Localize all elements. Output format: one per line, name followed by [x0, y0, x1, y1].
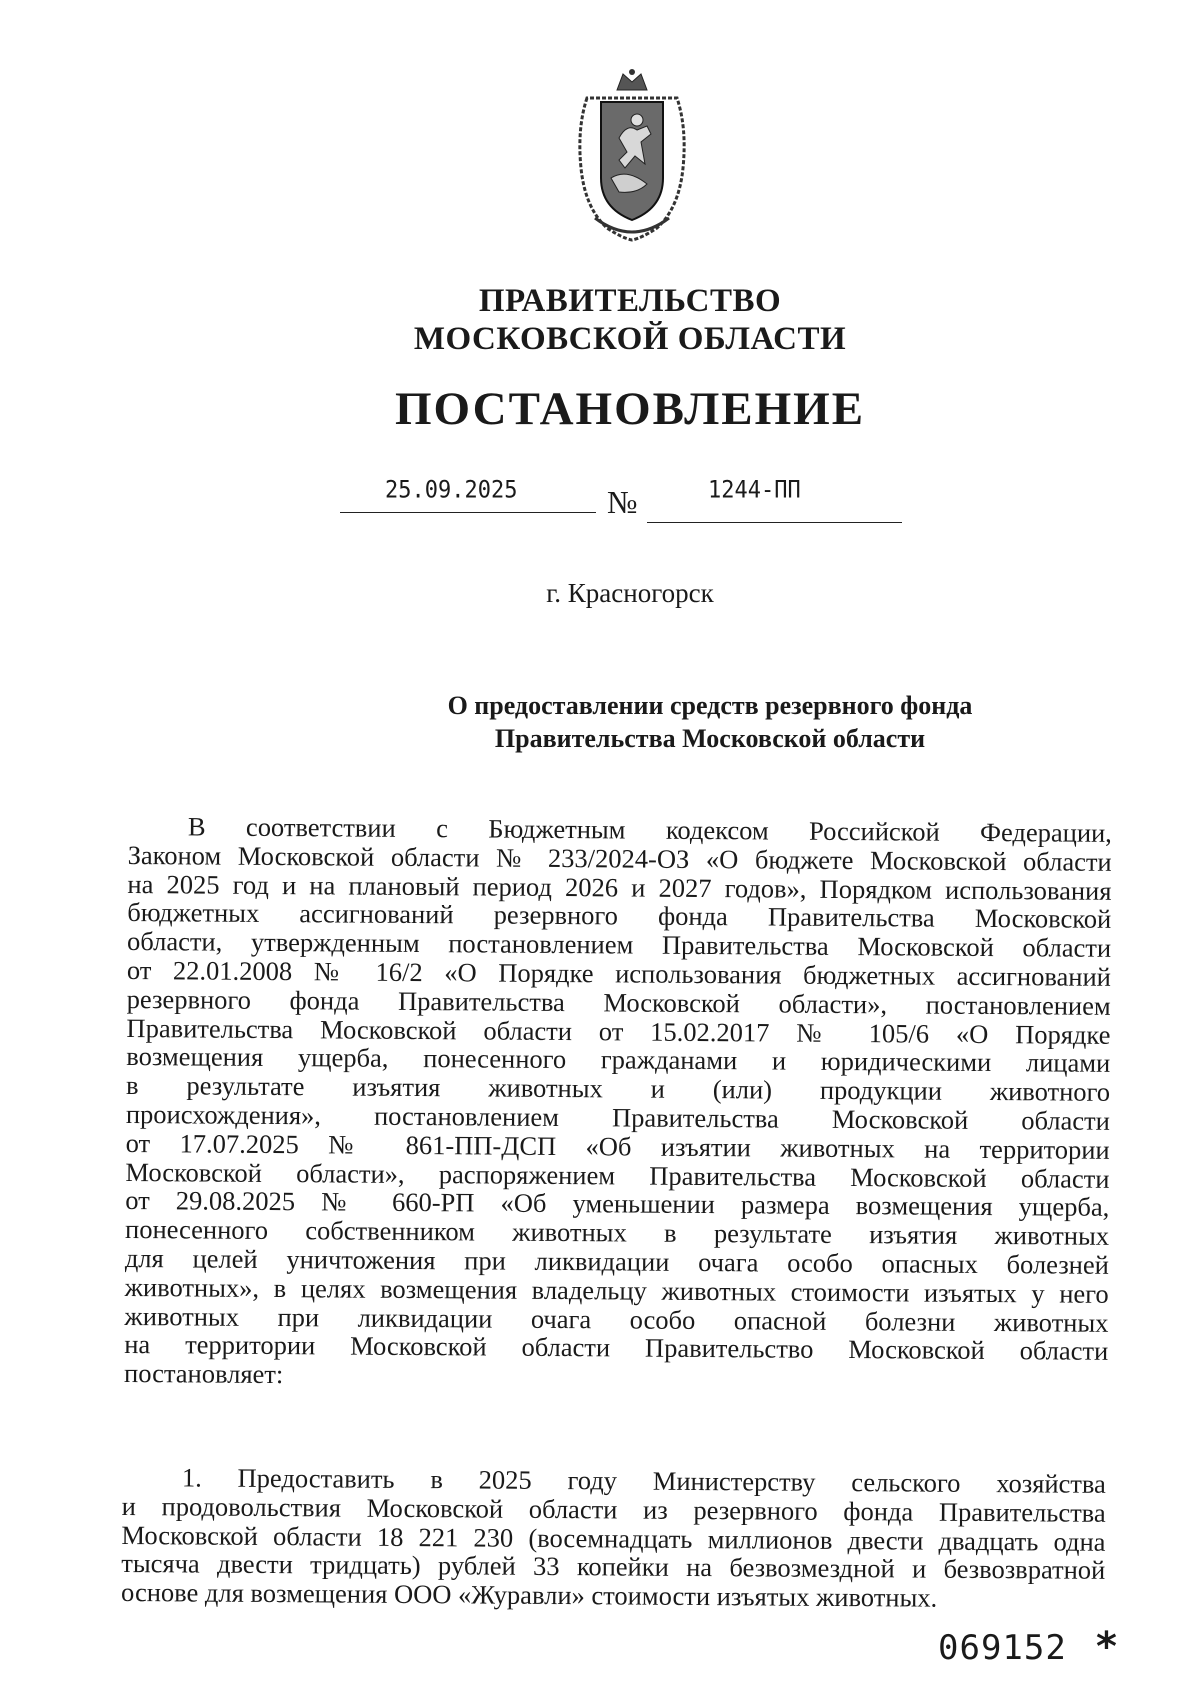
asterisk-mark: *: [1096, 1624, 1117, 1670]
body-line: В соответствии с Бюджетным кодексом Российской Федерации,: [187, 811, 1112, 848]
body-line: основе для возмещения ООО «Журавли» стоимости изъятых животных.: [120, 1577, 938, 1613]
body-line: области, утвержденным постановлением Правительства Московской области: [126, 926, 1112, 964]
body-line: постановляет:: [123, 1358, 284, 1390]
body-line: Московской области», распоряжением Правительства Московской области: [125, 1156, 1110, 1194]
body-line: 1. Предоставить в 2025 году Министерству сельского хозяйства: [181, 1462, 1106, 1499]
body-line: тысяча двести тридцать) рублей 33 копейки на безвозмездной и безвозвратной: [121, 1548, 1106, 1586]
body-line: на территории Московской области Правительство Московской области: [124, 1329, 1109, 1367]
document-subject: [0, 689, 1200, 755]
number-underline: [647, 522, 902, 523]
subject-line: О предоставлении средств резервного фонда: [447, 691, 973, 720]
body-line: от 17.07.2025 № 861-ПП-ДСП «Об изъятии животных на территории: [125, 1127, 1110, 1165]
preamble-paragraph: [124, 812, 1112, 1395]
body-line: понесенного собственником животных в результате изъятия животных: [124, 1214, 1110, 1252]
number-sign: №: [607, 484, 638, 520]
body-line: резервного фонда Правительства Московской области», постановлением: [126, 983, 1111, 1021]
body-line: от 22.01.2008 № 16/2 «О Порядке использования бюджетных ассигнований: [126, 954, 1111, 992]
coat-of-arms-icon: [567, 68, 697, 243]
body-line: на 2025 год и на плановый период 2026 и 2027 годов», Порядком использования: [127, 868, 1112, 906]
item-1-paragraph: [121, 1463, 1106, 1614]
document-number: 1244-ПП: [708, 476, 801, 505]
body-line: для целей уничтожения при ликвидации очага особо опасных болезней: [124, 1242, 1109, 1280]
body-line: в результате изъятия животных и (или) продукции животного: [125, 1070, 1111, 1108]
government-name-line2: МОСКОВСКОЙ ОБЛАСТИ: [413, 321, 847, 357]
subject-line: Правительства Московской области: [494, 724, 926, 753]
city-name: г. Красногорск: [546, 578, 714, 608]
document-type-title: ПОСТАНОВЛЕНИЕ: [394, 383, 866, 435]
body-line: и продовольствия Московской области из резервного фонда Правительства: [121, 1490, 1106, 1528]
government-name-line1: ПРАВИТЕЛЬСТВО: [478, 283, 782, 319]
body-line: животных при ликвидации очага особо опасной болезни животных: [124, 1300, 1109, 1338]
body-line: возмещения ущерба, понесенного гражданами и юридическими лицами: [126, 1041, 1111, 1079]
registration-stamp-number: 069152: [938, 1628, 1067, 1668]
date-underline: [340, 512, 596, 513]
body-line: Правительства Московской области от 15.02.2017 № 105/6 «О Порядке: [126, 1012, 1111, 1050]
body-line: Законом Московской области № 233/2024-ОЗ «О бюджете Московской области: [127, 839, 1112, 877]
body-line: происхождения», постановлением Правительства Московской области: [125, 1098, 1110, 1136]
date-number-row: [0, 478, 1200, 538]
body-line: бюджетных ассигнований резервного фонда Правительства Московской: [127, 897, 1112, 935]
body-line: от 29.08.2025 № 660-РП «Об уменьшении размера возмещения ущерба,: [125, 1185, 1110, 1223]
body-line: Московской области 18 221 230 (восемнадцать миллионов двести двадцать одна: [121, 1519, 1106, 1557]
body-line: животных», в целях возмещения владельцу животных стоимости изъятых у него: [124, 1271, 1109, 1309]
document-date: 25.09.2025: [385, 476, 518, 505]
